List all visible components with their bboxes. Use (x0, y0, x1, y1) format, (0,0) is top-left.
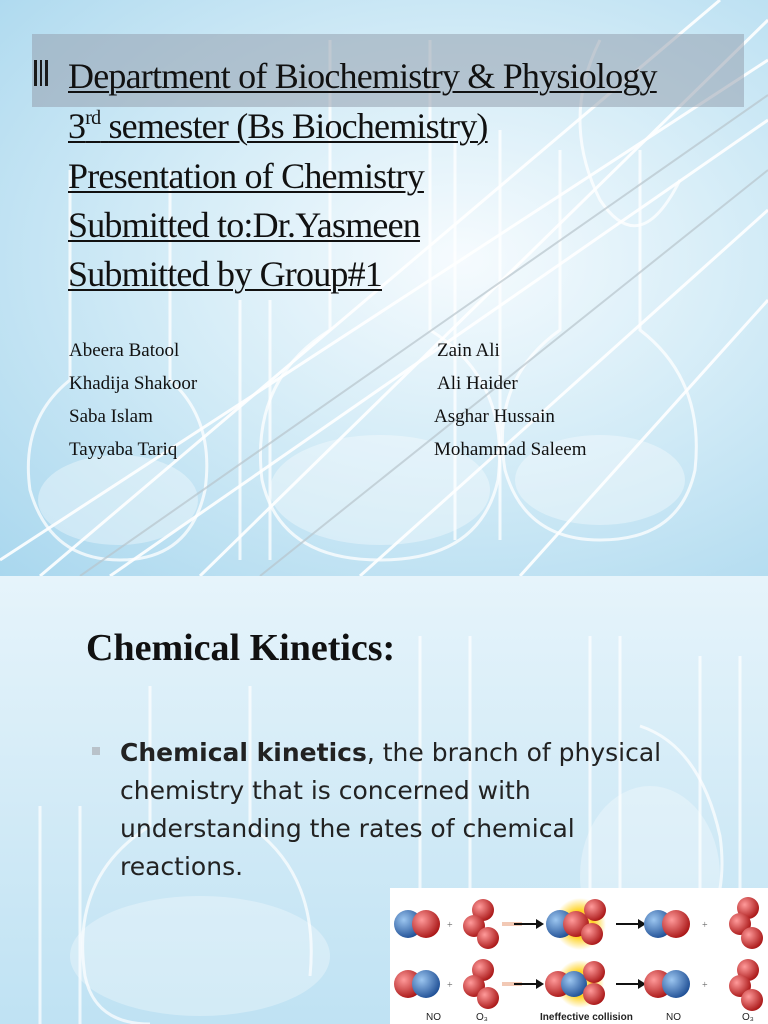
figure-label-ineffective-collision: Ineffective collision (540, 1012, 633, 1023)
collision-diagram (390, 888, 768, 1024)
figure-label-no-2: NO (666, 1012, 681, 1023)
bullet-icon (92, 747, 100, 755)
svg-text:+: + (447, 920, 453, 931)
svg-text:+: + (702, 980, 708, 991)
collision-row-2 (394, 959, 763, 1011)
department-title: Department of Biochemistry & Physiology (68, 56, 657, 96)
submitted-to: Submitted to:Dr.Yasmeen (68, 205, 420, 245)
member-left-1: Abeera Batool (69, 340, 180, 361)
member-right-1: Zain Ali (437, 340, 500, 361)
chemical-kinetics-slide (0, 576, 768, 1024)
figure-label-o3-2: O₃ (742, 1012, 754, 1023)
member-left-4: Tayyaba Tariq (69, 439, 178, 460)
figure-label-o3-1: O₃ (476, 1012, 488, 1023)
molecule-collision-illustration (390, 888, 768, 1024)
semester-title: 3rd semester (Bs Biochemistry) (68, 106, 488, 146)
slide-heading: Chemical Kinetics: (86, 627, 396, 669)
svg-text:+: + (447, 980, 453, 991)
member-right-4: Mohammad Saleem (434, 439, 587, 460)
member-right-2: Ali Haider (437, 373, 518, 394)
collision-row-1 (394, 897, 763, 950)
member-left-3: Saba Islam (69, 406, 153, 427)
presentation-title: Presentation of Chemistry (68, 156, 424, 196)
member-left-2: Khadija Shakoor (69, 373, 198, 394)
svg-text:+: + (702, 920, 708, 931)
submitted-by: Submitted by Group#1 (68, 254, 382, 294)
title-marker-icon (34, 60, 48, 86)
bullet-item (92, 734, 682, 886)
bullet-text: Chemical kinetics, the branch of physical chemistry that is concerned with understanding the rates of chemical reactions. (120, 738, 662, 881)
figure-label-no-1: NO (426, 1012, 441, 1023)
member-right-3: Asghar Hussain (434, 406, 555, 427)
